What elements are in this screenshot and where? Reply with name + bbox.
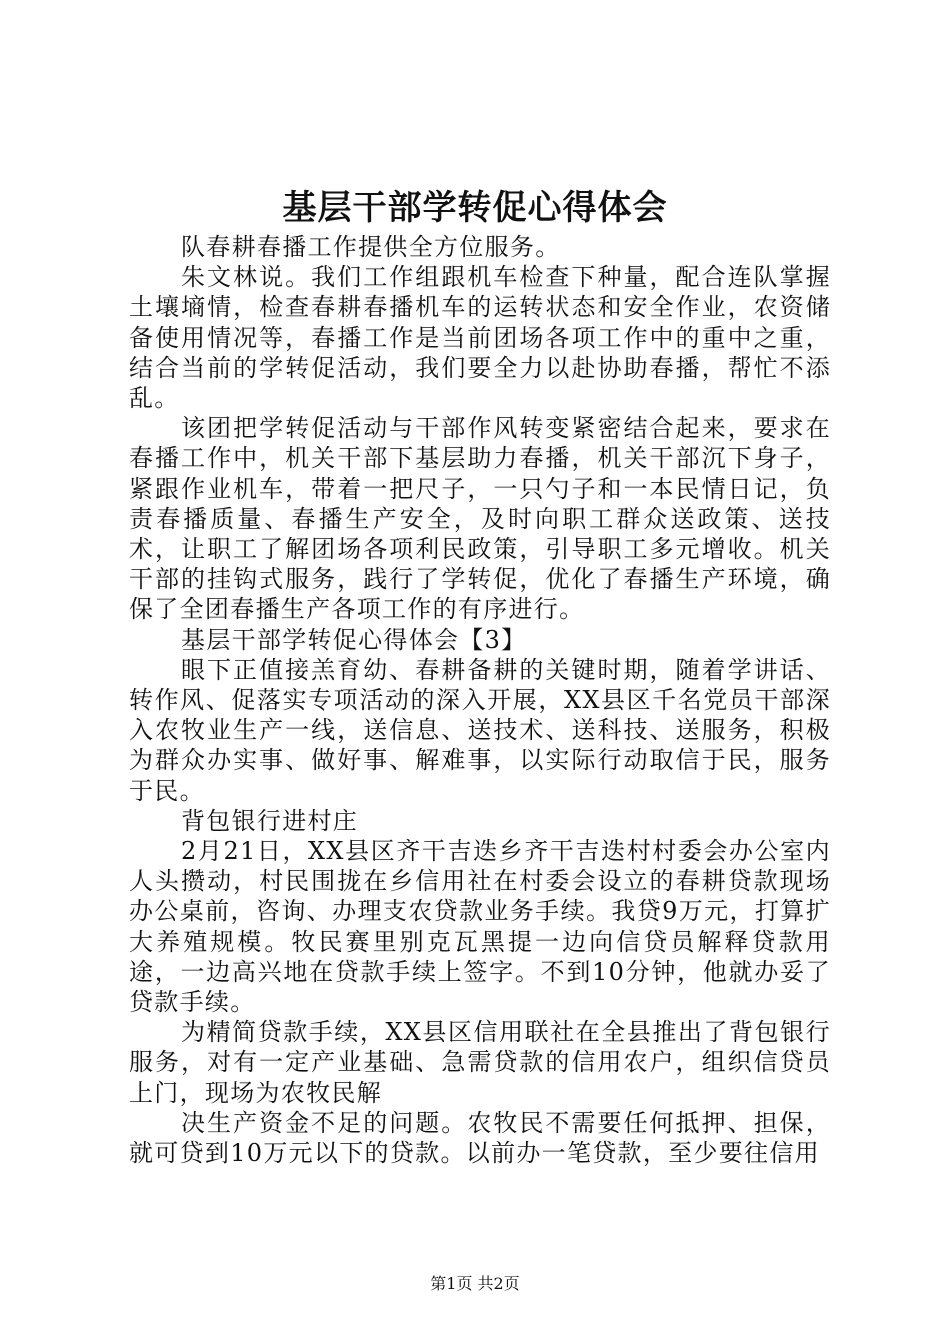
section-heading: 基层干部学转促心得体会【3】 — [181, 625, 527, 654]
paragraph: 朱文林说。我们工作组跟机车检查下种量，配合连队掌握土壤墒情，检查春耕春播机车的运转状态和安全作业，农资储备使用情况等，春播工作是当前团场各项工作中的重中之重，结合当前的学转促活动，我们要全力以赴协助春播，帮忙不添乱。 — [129, 263, 831, 413]
paragraph: 眼下正值接羔育幼、春耕备耕的关键时期，随着学讲话、转作风、促落实专项活动的深入开展，XX县区千名党员干部深入农牧业生产一线，送信息、送技术、送科技、送服务，积极为群众办实事、做好事、解难事，以实际行动取信于民，服务于民。 — [129, 655, 831, 805]
paragraph: 该团把学转促活动与干部作风转变紧密结合起来，要求在春播工作中，机关干部下基层助力春播，机关干部沉下身子，紧跟作业机车，带着一把尺子，一只勺子和一本民情日记，负责春播质量、春播生产安全，及时向职工群众送政策、送技术，让职工了解团场各项利民政策，引导职工多元增收。机关干部的挂钩式服务，践行了学转促，优化了春播生产环境，确保了全团春播生产各项工作的有序进行。 — [129, 414, 831, 624]
document-body — [129, 232, 831, 1168]
page-footer: 第1页 共2页 — [430, 1274, 520, 1293]
paragraph: 队春耕春播工作提供全方位服务。 — [181, 233, 561, 261]
document-title: 基层干部学转促心得体会 — [282, 188, 668, 228]
paragraph: 为精简贷款手续，XX县区信用联社在全县推出了背包银行服务，对有一定产业基础、急需贷款的信用农户，组织信贷员上门，现场为农牧民解 — [129, 1018, 831, 1107]
paragraph: 2月21日，XX县区齐干吉迭乡齐干吉迭村村委会办公室内人头攒动，村民围拢在乡信用社在村委会设立的春耕贷款现场办公桌前，咨询、办理支农贷款业务手续。我贷9万元，打算扩大养殖规模。牧民赛里别克瓦黑提一边向信贷员解释贷款用途，一边高兴地在贷款手续上签字。不到10分钟，他就办妥了贷款手续。 — [129, 837, 831, 1017]
paragraph: 决生产资金不足的问题。农牧民不需要任何抵押、担保，就可贷到10万元以下的贷款。以前办一笔贷款，至少要往信用 — [129, 1108, 831, 1168]
subheading: 背包银行进村庄 — [181, 806, 359, 835]
